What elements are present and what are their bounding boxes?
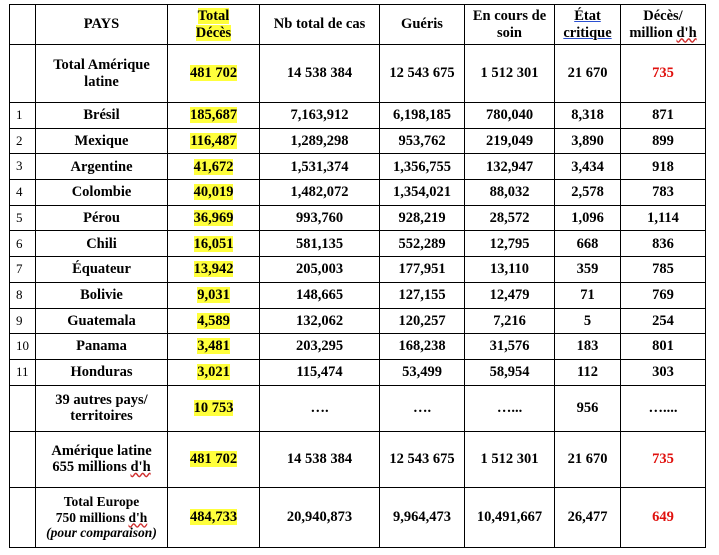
cell-cas: 115,474 (260, 359, 380, 385)
europe-label-l2b: d'h (128, 509, 148, 525)
cell-en-cours: 7,216 (465, 308, 555, 334)
cell-pays: Chili (36, 231, 168, 257)
total-label (36, 45, 168, 103)
total-row (10, 45, 706, 103)
cell-critique: 8,318 (555, 103, 621, 129)
europe-cas: 20,940,873 (260, 487, 380, 547)
header-pays: PAYS (36, 5, 168, 45)
header-gueris: Guéris (380, 5, 465, 45)
cell-n: 6 (10, 231, 36, 257)
europe-index (10, 487, 36, 547)
autres-critique: 956 (555, 385, 621, 431)
cell-cas: 203,295 (260, 334, 380, 360)
total-deces (168, 45, 260, 103)
amerique-label-l2a: 655 millions (52, 459, 131, 476)
country-row (10, 103, 706, 129)
cell-par-million: 303 (621, 359, 706, 385)
autres-label (36, 385, 168, 431)
cell-gueris: 928,219 (380, 205, 465, 231)
cell-pays: Équateur (36, 257, 168, 283)
amerique-par-million: 735 (621, 431, 706, 487)
header-etat-l2: critique (563, 24, 612, 41)
europe-label-l3: (pour comparaison) (46, 524, 157, 540)
cell-en-cours: 58,954 (465, 359, 555, 385)
cell-deces (168, 334, 260, 360)
cell-deces (168, 359, 260, 385)
europe-label-l2a: 750 millions (55, 509, 129, 525)
cell-en-cours: 28,572 (465, 205, 555, 231)
cell-gueris: 127,155 (380, 282, 465, 308)
cell-n: 4 (10, 180, 36, 206)
cell-critique: 71 (555, 282, 621, 308)
cell-deces-value: 3,021 (197, 364, 230, 381)
cell-n: 10 (10, 334, 36, 360)
cell-en-cours: 132,947 (465, 154, 555, 180)
amerique-gueris: 12 543 675 (380, 431, 465, 487)
cell-gueris: 6,198,185 (380, 103, 465, 129)
amerique-deces-value: 481 702 (189, 450, 238, 467)
country-row (10, 308, 706, 334)
autres-en-cours: …... (465, 385, 555, 431)
cell-en-cours: 88,032 (465, 180, 555, 206)
cell-deces (168, 103, 260, 129)
europe-label (36, 487, 168, 547)
cell-cas: 132,062 (260, 308, 380, 334)
cell-n: 5 (10, 205, 36, 231)
amerique-label-l1: Amérique latine (51, 442, 152, 459)
autres-par-million: ….... (621, 385, 706, 431)
cell-pays: Brésil (36, 103, 168, 129)
cell-en-cours: 31,576 (465, 334, 555, 360)
total-deces-value: 481 702 (189, 65, 238, 82)
header-etat-critique (555, 5, 621, 45)
cell-cas: 1,482,072 (260, 180, 380, 206)
cell-n: 7 (10, 257, 36, 283)
cell-par-million: 783 (621, 180, 706, 206)
total-label-l2: latine (84, 73, 119, 90)
autres-deces-value: 10 753 (193, 399, 234, 416)
cell-deces (168, 308, 260, 334)
cell-pays: Pérou (36, 205, 168, 231)
europe-gueris: 9,964,473 (380, 487, 465, 547)
cell-par-million: 801 (621, 334, 706, 360)
cell-deces-value: 9,031 (197, 287, 230, 304)
cell-en-cours: 13,110 (465, 257, 555, 283)
cell-deces (168, 205, 260, 231)
cell-en-cours: 219,049 (465, 128, 555, 154)
header-total-deces-l2: Décès (195, 24, 232, 41)
cell-par-million: 785 (621, 257, 706, 283)
cell-gueris: 53,499 (380, 359, 465, 385)
cell-deces-value: 116,487 (190, 132, 237, 149)
header-deces-million-l2a: million (629, 24, 677, 41)
cell-gueris: 168,238 (380, 334, 465, 360)
country-row (10, 282, 706, 308)
cell-pays: Argentine (36, 154, 168, 180)
country-row (10, 334, 706, 360)
cell-par-million: 1,114 (621, 205, 706, 231)
total-label-l1: Total Amérique (53, 57, 150, 74)
header-nb-total: Nb total de cas (260, 5, 380, 45)
cell-deces-value: 3,481 (197, 338, 230, 355)
cell-critique: 668 (555, 231, 621, 257)
cell-pays: Mexique (36, 128, 168, 154)
total-cas: 14 538 384 (260, 45, 380, 103)
cell-gueris: 1,356,755 (380, 154, 465, 180)
cell-n: 3 (10, 154, 36, 180)
country-row (10, 359, 706, 385)
amerique-index (10, 431, 36, 487)
header-en-cours-l1: En cours de (472, 8, 547, 25)
total-index (10, 45, 36, 103)
cell-gueris: 177,951 (380, 257, 465, 283)
cell-critique: 3,890 (555, 128, 621, 154)
cell-par-million: 769 (621, 282, 706, 308)
cell-deces-value: 36,969 (193, 209, 234, 226)
cell-deces (168, 154, 260, 180)
amerique-en-cours: 1 512 301 (465, 431, 555, 487)
amerique-cas: 14 538 384 (260, 431, 380, 487)
header-en-cours (465, 5, 555, 45)
cell-en-cours: 12,795 (465, 231, 555, 257)
cell-par-million: 836 (621, 231, 706, 257)
cell-deces (168, 128, 260, 154)
country-row (10, 128, 706, 154)
cell-n: 9 (10, 308, 36, 334)
header-total-deces-l1: Total (197, 8, 230, 25)
cell-cas: 205,003 (260, 257, 380, 283)
amerique-label (36, 431, 168, 487)
cell-critique: 3,434 (555, 154, 621, 180)
cell-deces-value: 40,019 (193, 184, 234, 201)
cell-cas: 7,163,912 (260, 103, 380, 129)
cell-pays: Honduras (36, 359, 168, 385)
cell-gueris: 953,762 (380, 128, 465, 154)
cell-par-million: 254 (621, 308, 706, 334)
autres-row (10, 385, 706, 431)
cell-gueris: 120,257 (380, 308, 465, 334)
cell-n: 8 (10, 282, 36, 308)
header-row (10, 5, 706, 45)
cell-deces-value: 4,589 (197, 312, 230, 329)
cell-cas: 1,289,298 (260, 128, 380, 154)
country-rows (10, 103, 706, 386)
europe-row (10, 487, 706, 547)
cell-pays: Guatemala (36, 308, 168, 334)
country-row (10, 257, 706, 283)
total-critique: 21 670 (555, 45, 621, 103)
autres-index (10, 385, 36, 431)
cell-gueris: 552,289 (380, 231, 465, 257)
cell-cas: 993,760 (260, 205, 380, 231)
cell-deces-value: 185,687 (189, 107, 238, 124)
cell-critique: 183 (555, 334, 621, 360)
cell-par-million: 871 (621, 103, 706, 129)
header-index (10, 5, 36, 45)
header-deces-million-l1: Décès/ (643, 8, 683, 25)
europe-deces (168, 487, 260, 547)
cell-deces-value: 41,672 (193, 158, 234, 175)
country-row (10, 231, 706, 257)
total-en-cours: 1 512 301 (465, 45, 555, 103)
country-row (10, 154, 706, 180)
header-etat-l1: État (574, 8, 601, 25)
cell-gueris: 1,354,021 (380, 180, 465, 206)
cell-par-million: 899 (621, 128, 706, 154)
cell-n: 2 (10, 128, 36, 154)
cell-n: 11 (10, 359, 36, 385)
cell-critique: 2,578 (555, 180, 621, 206)
amerique-critique: 21 670 (555, 431, 621, 487)
cell-pays: Bolivie (36, 282, 168, 308)
cell-pays: Panama (36, 334, 168, 360)
autres-gueris: …. (380, 385, 465, 431)
cell-deces-value: 16,051 (193, 235, 234, 252)
country-row (10, 180, 706, 206)
covid-table (9, 4, 706, 548)
cell-critique: 359 (555, 257, 621, 283)
autres-label-l2: territoires (70, 408, 133, 425)
cell-cas: 1,531,374 (260, 154, 380, 180)
cell-critique: 1,096 (555, 205, 621, 231)
header-deces-million-l2b: d'h (676, 24, 697, 41)
cell-en-cours: 12,479 (465, 282, 555, 308)
europe-critique: 26,477 (555, 487, 621, 547)
autres-cas: …. (260, 385, 380, 431)
autres-label-l1: 39 autres pays/ (55, 391, 148, 408)
total-gueris: 12 543 675 (380, 45, 465, 103)
country-row (10, 205, 706, 231)
cell-cas: 148,665 (260, 282, 380, 308)
header-total-deces (168, 5, 260, 45)
cell-deces (168, 231, 260, 257)
cell-deces-value: 13,942 (193, 261, 234, 278)
cell-deces (168, 180, 260, 206)
cell-cas: 581,135 (260, 231, 380, 257)
cell-critique: 5 (555, 308, 621, 334)
cell-deces (168, 282, 260, 308)
cell-critique: 112 (555, 359, 621, 385)
amerique-label-l2b: d'h (130, 459, 151, 476)
cell-en-cours: 780,040 (465, 103, 555, 129)
header-deces-million (621, 5, 706, 45)
total-par-million: 735 (621, 45, 706, 103)
cell-pays: Colombie (36, 180, 168, 206)
header-en-cours-l2: soin (497, 24, 522, 41)
cell-deces (168, 257, 260, 283)
autres-deces (168, 385, 260, 431)
europe-en-cours: 10,491,667 (465, 487, 555, 547)
europe-deces-value: 484,733 (189, 508, 238, 525)
amerique-deces (168, 431, 260, 487)
cell-par-million: 918 (621, 154, 706, 180)
europe-label-l1: Total Europe (63, 494, 140, 510)
cell-n: 1 (10, 103, 36, 129)
europe-par-million: 649 (621, 487, 706, 547)
amerique-row (10, 431, 706, 487)
